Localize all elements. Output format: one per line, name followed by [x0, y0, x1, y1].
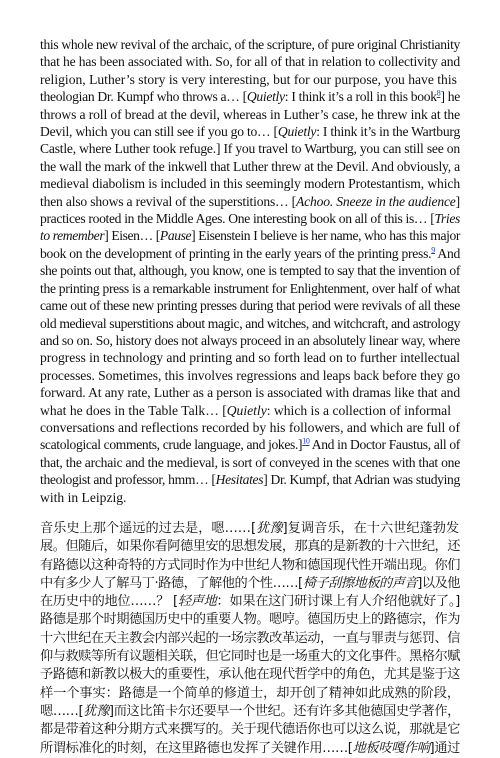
- italic-stage-direction: Quietly: [246, 89, 285, 105]
- italic-stage-direction: Quietly: [277, 124, 317, 140]
- chinese-line: [40, 593, 460, 611]
- english-line: [40, 53, 460, 70]
- text-run: ：如果在这门研讨课上有人介绍他就好了。]: [216, 594, 460, 610]
- chinese-line: [40, 685, 460, 703]
- text-run: ]: [455, 193, 460, 209]
- chinese-line: [40, 630, 460, 648]
- text-run: that, the archaic and the medieval, is sort of conveyed in the scenes with that one: [40, 454, 461, 470]
- text-run: progress in technology and printing and so forth lead on to further intellectual: [40, 350, 461, 366]
- text-run: the printing press is a remarkable instrument for Enlightenment, over half of what: [40, 280, 460, 296]
- chinese-line: [40, 557, 460, 575]
- english-line: [40, 36, 460, 53]
- english-line: [40, 262, 460, 279]
- text-run: ]通过: [429, 740, 460, 756]
- chinese-line: [40, 666, 460, 684]
- english-line: [40, 88, 460, 105]
- text-run: forward. At any rate, Luther as a person is associated with dramas like that and: [40, 385, 461, 401]
- text-run: theologist and professor, hmm… [: [40, 472, 216, 488]
- text-run: religion, Luther’s story is very interesting, but for our purpose, you have this: [40, 71, 457, 87]
- italic-stage-direction: Quietly: [226, 402, 267, 418]
- chinese-line: [40, 520, 460, 538]
- text-run: 仰与救赎等所有议题相关联，但它同时也是一场重大的文化事件。黑格尔赋: [40, 649, 461, 665]
- english-line: [40, 349, 460, 366]
- text-run: : I think it’s a roll in this book: [284, 89, 437, 105]
- text-run: ]复调音乐，在十六世纪蓬勃发: [282, 520, 460, 536]
- english-line: [40, 245, 460, 262]
- italic-stage-direction: 椅子刮擦地板的声音: [302, 575, 418, 591]
- italic-stage-direction: 轻声地: [177, 594, 217, 610]
- chinese-line: [40, 538, 460, 556]
- english-line: [40, 140, 460, 157]
- text-run: 嗯……[: [40, 703, 84, 719]
- chinese-line: [40, 575, 460, 593]
- text-run: 路德是那个时期德国历史中的重要人物。嗯哼。德国历史上的路德宗，作为: [40, 612, 461, 628]
- text-run: : which is a collection of informal: [266, 402, 451, 418]
- document-page: [40, 36, 460, 758]
- text-run: 中有多少人了解马丁·路德，了解他的个性……[: [40, 575, 303, 591]
- chinese-line: [40, 648, 460, 666]
- text-run: And in Doctor Faustus, all of: [309, 437, 460, 453]
- text-run: and so on. So, history does not always proceed in an absolutely linear way, where: [40, 332, 460, 348]
- english-line: [40, 158, 460, 175]
- english-line: [40, 106, 460, 123]
- english-line: [40, 193, 460, 210]
- text-run: throws a roll of bread at the devil, whereas in Luther’s case, he threw ink at the: [40, 106, 460, 122]
- text-run: came out of these new printing presses during that period were revivals of all these: [40, 298, 460, 314]
- italic-stage-direction: 犹豫: [83, 703, 109, 719]
- english-line: [40, 436, 460, 453]
- text-run: with in Leipzig.: [40, 489, 127, 505]
- english-line: [40, 402, 460, 419]
- text-run: the wall the mark of the inkwell that Luther threw at the Devil. And obviously, a: [40, 158, 460, 174]
- italic-stage-direction: Pause: [159, 228, 192, 244]
- english-line: [40, 71, 460, 88]
- italic-stage-direction: 犹豫: [256, 520, 283, 536]
- text-run: ]而这比笛卡尔还要早一个世纪。还有许多其他德国史学著作，: [108, 703, 460, 719]
- italic-stage-direction: to remember: [40, 228, 105, 244]
- text-run: this whole new revival of the archaic, of the scripture, of pure original Christianity: [40, 37, 461, 52]
- text-run: that he has been associated with. So, for all of that in relation to collectivity and: [40, 54, 460, 70]
- text-run: : I think it’s in the Wartburg: [316, 124, 461, 140]
- italic-stage-direction: Achoo. Sneeze in the audience: [296, 193, 456, 209]
- chinese-line: [40, 721, 460, 739]
- text-run: practices rooted in the Middle Ages. One interesting book on all of this is… [: [40, 211, 435, 227]
- english-line: [40, 384, 460, 401]
- english-line: [40, 175, 460, 192]
- text-run: ] Dr. Kumpf, that Adrian was studying: [263, 472, 460, 488]
- chinese-line: [40, 740, 460, 758]
- text-run: ] Eisenstein I believe is her name, who has this major: [191, 228, 461, 244]
- english-line: [40, 210, 460, 227]
- text-run: 展。但随后，如果你看阿德里安的思想发展，那真的是新教的十六世纪，还: [40, 539, 461, 555]
- text-run: Devil, which you can still see if you go to… [: [40, 124, 278, 140]
- text-run: 音乐史上那个遥远的过去是，嗯……[: [40, 520, 257, 536]
- italic-stage-direction: Tries: [434, 211, 461, 227]
- english-line: [40, 454, 460, 471]
- english-line: [40, 471, 460, 488]
- chinese-line: [40, 611, 460, 629]
- english-line: [40, 227, 460, 244]
- english-line: [40, 297, 460, 314]
- text-run: 有路德以这种奇特的方式同时作为中世纪人物和德国现代性开端出现。你们: [40, 557, 461, 573]
- text-run: processes. Sometimes, this involves regressions and leaps back before they go: [40, 367, 461, 383]
- text-run: 十六世纪在天主教会内部兴起的一场宗教改革运动，一直与罪责与惩罚、信: [40, 630, 461, 646]
- text-run: old medieval superstitions about magic, and witches, and witchcraft, and astrology: [40, 315, 461, 331]
- text-run: ] Eisen… [: [104, 228, 160, 244]
- english-line: [40, 489, 460, 506]
- text-run: theologian Dr. Kumpf who throws a… [: [40, 89, 247, 105]
- text-run: then also shows a revival of the superstitions… [: [40, 193, 297, 209]
- footnote-link[interactable]: 9: [431, 245, 435, 255]
- italic-stage-direction: Hesitates: [215, 472, 264, 488]
- italic-stage-direction: 地板吱嘎作响: [352, 740, 430, 756]
- text-run: 在历史中的地位……？ [: [40, 594, 178, 610]
- text-run: 都是带着这种分期方式来撰写的。关于现代德语你也可以这么说，那就是它: [40, 722, 461, 738]
- chinese-paragraph: [40, 520, 460, 758]
- text-run: 所谓标准化的时刻，在这里路德也发挥了关键作用……[: [40, 740, 353, 756]
- text-run: book on the development of printing in the early years of the printing press.: [40, 245, 432, 261]
- text-run: ] he: [440, 89, 461, 105]
- footnote-link[interactable]: 10: [302, 436, 310, 446]
- text-run: conversations and reflections recorded by his followers, and which are full of: [40, 419, 460, 435]
- footnote-link[interactable]: 8: [436, 88, 441, 98]
- english-line: [40, 419, 460, 436]
- text-run: scatological comments, crude language, and jokes.]: [40, 437, 303, 453]
- text-run: Castle, where Luther took refuge.] If you travel to Wartburg, you can still see on: [40, 141, 460, 157]
- text-run: ]以及他: [417, 575, 461, 591]
- english-line: [40, 332, 460, 349]
- english-line: [40, 280, 460, 297]
- english-paragraph: [40, 36, 460, 506]
- text-run: medieval diabolism is included in this seemingly modern Protestantism, which: [40, 176, 461, 192]
- text-run: 予路德和新教以极大的重要性，承认他在现代哲学中的角色，尤其是鉴于这: [40, 667, 461, 683]
- english-line: [40, 367, 460, 384]
- english-line: [40, 315, 460, 332]
- english-line: [40, 123, 460, 140]
- text-run: she points out that, although, you know, one is tempted to say that the invention of: [40, 263, 461, 279]
- text-run: And: [435, 245, 461, 261]
- text-run: what he does in the Table Talk… [: [40, 402, 227, 418]
- text-run: 样一个事实：路德是一个简单的修道士，却开创了精神如此成熟的阶段，: [40, 685, 460, 701]
